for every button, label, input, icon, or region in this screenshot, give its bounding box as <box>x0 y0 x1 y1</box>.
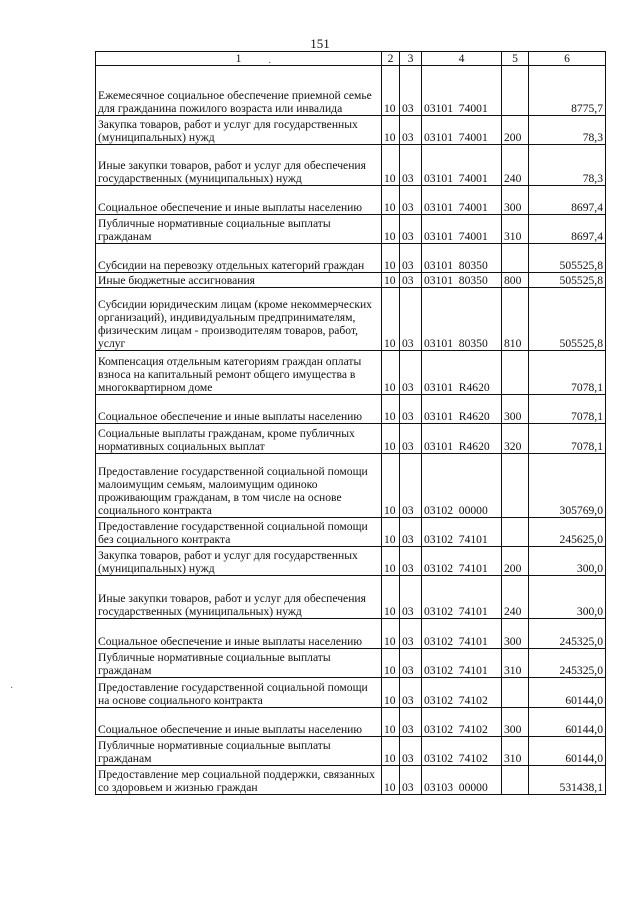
row-amount-cell: 245325,0 <box>529 649 606 678</box>
row-name-cell: Закупка товаров, работ и услуг для государственных (муниципальных) нужд <box>96 116 382 145</box>
row-section-cell: 10 <box>382 518 400 547</box>
row-name-cell: Публичные нормативные социальные выплаты гражданам <box>96 737 382 766</box>
row-subsection-cell: 03 <box>400 273 422 288</box>
row-expense-type-cell: 200 <box>502 116 529 145</box>
row-name-cell: Иные закупки товаров, работ и услуг для обеспечения государственных (муниципальных) нужд <box>96 145 382 186</box>
row-amount-cell: 305769,0 <box>529 454 606 518</box>
header-row <box>96 52 606 66</box>
row-subsection-cell: 03 <box>400 116 422 145</box>
row-subsection-cell: 03 <box>400 576 422 619</box>
row-subsection-cell: 03 <box>400 145 422 186</box>
row-name-cell: Закупка товаров, работ и услуг для государственных (муниципальных) нужд <box>96 547 382 576</box>
row-subsection-cell: 03 <box>400 66 422 116</box>
budget-table <box>95 51 606 795</box>
table-row <box>96 454 606 518</box>
row-target-code-cell: 03101 80350 <box>422 288 502 351</box>
row-amount-cell: 78,3 <box>529 116 606 145</box>
row-section-cell: 10 <box>382 66 400 116</box>
row-expense-type-cell: 320 <box>502 424 529 454</box>
row-name-cell: Субсидии на перевозку отдельных категорий граждан <box>96 244 382 273</box>
row-subsection-cell: 03 <box>400 288 422 351</box>
row-amount-cell: 7078,1 <box>529 395 606 424</box>
header-col-2: 2 <box>382 52 400 66</box>
row-name-cell: Предоставление мер социальной поддержки, связанных со здоровьем и жизнью граждан <box>96 766 382 795</box>
row-expense-type-cell: 810 <box>502 288 529 351</box>
row-amount-cell: 7078,1 <box>529 351 606 395</box>
row-target-code-cell: 03102 74101 <box>422 518 502 547</box>
table-row <box>96 215 606 244</box>
row-amount-cell: 505525,8 <box>529 273 606 288</box>
row-expense-type-cell: 300 <box>502 619 529 649</box>
header-col-6: 6 <box>529 52 606 66</box>
table-row <box>96 518 606 547</box>
row-subsection-cell: 03 <box>400 215 422 244</box>
row-target-code-cell: 03101 74001 <box>422 66 502 116</box>
row-name-cell: Иные закупки товаров, работ и услуг для обеспечения государственных (муниципальных) нужд <box>96 576 382 619</box>
row-amount-cell: 505525,8 <box>529 288 606 351</box>
row-subsection-cell: 03 <box>400 678 422 708</box>
row-target-code-cell: 03102 00000 <box>422 454 502 518</box>
header-col-3: 3 <box>400 52 422 66</box>
row-target-code-cell: 03102 74102 <box>422 708 502 737</box>
row-subsection-cell: 03 <box>400 737 422 766</box>
row-expense-type-cell: 310 <box>502 215 529 244</box>
header-col-4: 4 <box>422 52 502 66</box>
table-body <box>96 66 606 795</box>
row-subsection-cell: 03 <box>400 395 422 424</box>
row-amount-cell: 60144,0 <box>529 708 606 737</box>
row-subsection-cell: 03 <box>400 351 422 395</box>
table-row <box>96 708 606 737</box>
table-row <box>96 547 606 576</box>
table-row <box>96 273 606 288</box>
row-expense-type-cell: 240 <box>502 145 529 186</box>
row-name-cell: Социальное обеспечение и иные выплаты населению <box>96 619 382 649</box>
row-subsection-cell: 03 <box>400 186 422 215</box>
row-section-cell: 10 <box>382 288 400 351</box>
table-row <box>96 395 606 424</box>
row-expense-type-cell <box>502 766 529 795</box>
row-target-code-cell: 03102 74102 <box>422 678 502 708</box>
row-name-cell: Социальные выплаты гражданам, кроме публичных нормативных социальных выплат <box>96 424 382 454</box>
row-name-cell: Компенсация отдельным категориям граждан оплаты взноса на капитальный ремонт общего имущества в многоквартирном доме <box>96 351 382 395</box>
row-target-code-cell: 03101 74001 <box>422 145 502 186</box>
row-target-code-cell: 03102 74101 <box>422 619 502 649</box>
row-name-cell: Предоставление государственной социальной помощи малоимущим семьям, малоимущим одиноко проживающим гражданам, в том числе на основе социального контракта <box>96 454 382 518</box>
row-section-cell: 10 <box>382 186 400 215</box>
row-amount-cell: 8697,4 <box>529 186 606 215</box>
row-target-code-cell: 03101 R4620 <box>422 351 502 395</box>
row-section-cell: 10 <box>382 273 400 288</box>
row-subsection-cell: 03 <box>400 547 422 576</box>
row-expense-type-cell: 300 <box>502 186 529 215</box>
row-section-cell: 10 <box>382 619 400 649</box>
row-name-cell: Субсидии юридическим лицам (кроме некоммерческих организаций), индивидуальным предпринимателям, физическим лицам - производителям товаров, работ, услуг <box>96 288 382 351</box>
row-target-code-cell: 03101 74001 <box>422 116 502 145</box>
row-expense-type-cell: 240 <box>502 576 529 619</box>
row-amount-cell: 505525,8 <box>529 244 606 273</box>
header-col-1: 1 <box>96 52 382 66</box>
row-expense-type-cell: 310 <box>502 737 529 766</box>
row-section-cell: 10 <box>382 576 400 619</box>
row-amount-cell: 245625,0 <box>529 518 606 547</box>
row-expense-type-cell <box>502 244 529 273</box>
row-target-code-cell: 03101 R4620 <box>422 395 502 424</box>
table-row <box>96 66 606 116</box>
row-target-code-cell: 03102 74102 <box>422 737 502 766</box>
table-header <box>96 52 606 66</box>
row-amount-cell: 8697,4 <box>529 215 606 244</box>
row-expense-type-cell: 800 <box>502 273 529 288</box>
row-section-cell: 10 <box>382 351 400 395</box>
row-subsection-cell: 03 <box>400 649 422 678</box>
row-section-cell: 10 <box>382 547 400 576</box>
row-expense-type-cell <box>502 518 529 547</box>
row-subsection-cell: 03 <box>400 454 422 518</box>
row-subsection-cell: 03 <box>400 619 422 649</box>
row-target-code-cell: 03101 80350 <box>422 244 502 273</box>
row-target-code-cell: 03101 74001 <box>422 186 502 215</box>
row-section-cell: 10 <box>382 708 400 737</box>
row-subsection-cell: 03 <box>400 244 422 273</box>
row-expense-type-cell <box>502 678 529 708</box>
table-row <box>96 766 606 795</box>
row-target-code-cell: 03101 80350 <box>422 273 502 288</box>
row-section-cell: 10 <box>382 454 400 518</box>
row-amount-cell: 60144,0 <box>529 678 606 708</box>
table-row <box>96 737 606 766</box>
row-section-cell: 10 <box>382 116 400 145</box>
row-name-cell: Предоставление государственной социальной помощи без социального контракта <box>96 518 382 547</box>
row-subsection-cell: 03 <box>400 424 422 454</box>
row-section-cell: 10 <box>382 678 400 708</box>
row-target-code-cell: 03101 74001 <box>422 215 502 244</box>
row-target-code-cell: 03103 00000 <box>422 766 502 795</box>
row-name-cell: Социальное обеспечение и иные выплаты населению <box>96 395 382 424</box>
row-subsection-cell: 03 <box>400 766 422 795</box>
table-row <box>96 145 606 186</box>
row-amount-cell: 300,0 <box>529 547 606 576</box>
row-expense-type-cell: 300 <box>502 395 529 424</box>
row-expense-type-cell <box>502 454 529 518</box>
row-section-cell: 10 <box>382 215 400 244</box>
table-row <box>96 649 606 678</box>
row-amount-cell: 78,3 <box>529 145 606 186</box>
table-row <box>96 186 606 215</box>
row-amount-cell: 531438,1 <box>529 766 606 795</box>
row-amount-cell: 60144,0 <box>529 737 606 766</box>
row-expense-type-cell: 200 <box>502 547 529 576</box>
row-amount-cell: 8775,7 <box>529 66 606 116</box>
row-name-cell: Ежемесячное социальное обеспечение приемной семье для гражданина пожилого возраста или инвалида <box>96 66 382 116</box>
page-number: 151 <box>310 36 330 51</box>
row-section-cell: 10 <box>382 766 400 795</box>
row-section-cell: 10 <box>382 145 400 186</box>
table-row <box>96 244 606 273</box>
table-row <box>96 678 606 708</box>
table-row <box>96 288 606 351</box>
row-subsection-cell: 03 <box>400 518 422 547</box>
row-target-code-cell: 03102 74101 <box>422 576 502 619</box>
row-section-cell: 10 <box>382 244 400 273</box>
table-row <box>96 576 606 619</box>
row-target-code-cell: 03102 74101 <box>422 649 502 678</box>
row-subsection-cell: 03 <box>400 708 422 737</box>
row-target-code-cell: 03101 R4620 <box>422 424 502 454</box>
table-row <box>96 351 606 395</box>
row-section-cell: 10 <box>382 424 400 454</box>
row-expense-type-cell: 300 <box>502 708 529 737</box>
row-name-cell: Предоставление государственной социальной помощи на основе социального контракта <box>96 678 382 708</box>
row-name-cell: Публичные нормативные социальные выплаты гражданам <box>96 215 382 244</box>
row-section-cell: 10 <box>382 395 400 424</box>
table-row <box>96 424 606 454</box>
row-name-cell: Социальное обеспечение и иные выплаты населению <box>96 708 382 737</box>
table-row <box>96 619 606 649</box>
row-expense-type-cell <box>502 66 529 116</box>
row-amount-cell: 245325,0 <box>529 619 606 649</box>
scan-speck: · <box>268 58 272 69</box>
row-amount-cell: 7078,1 <box>529 424 606 454</box>
row-name-cell: Иные бюджетные ассигнования <box>96 273 382 288</box>
row-name-cell: Социальное обеспечение и иные выплаты населению <box>96 186 382 215</box>
row-section-cell: 10 <box>382 737 400 766</box>
table-row <box>96 116 606 145</box>
row-name-cell: Публичные нормативные социальные выплаты гражданам <box>96 649 382 678</box>
row-expense-type-cell: 310 <box>502 649 529 678</box>
row-target-code-cell: 03102 74101 <box>422 547 502 576</box>
scan-speck: · <box>10 683 14 694</box>
row-section-cell: 10 <box>382 649 400 678</box>
row-amount-cell: 300,0 <box>529 576 606 619</box>
row-expense-type-cell <box>502 351 529 395</box>
header-col-5: 5 <box>502 52 529 66</box>
